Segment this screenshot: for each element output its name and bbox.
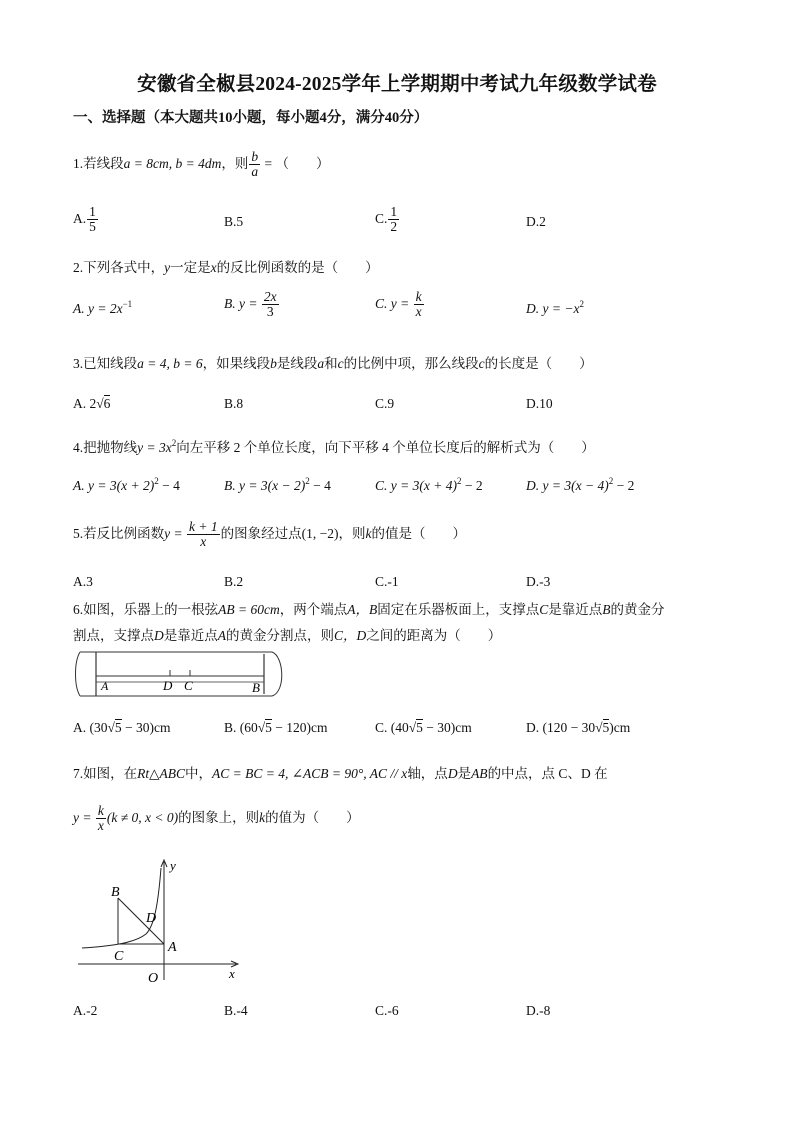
q2-var-x: x xyxy=(210,260,217,275)
q2-option-c[interactable] xyxy=(375,290,425,319)
q6-point-d: D xyxy=(154,628,164,643)
q7-fig-label-a: A xyxy=(168,940,177,955)
q5-var-k: k xyxy=(365,525,372,541)
section-heading: 一、选择题（本大题共10小题，每小题4分，满分40分） xyxy=(73,110,429,126)
q6-option-d[interactable]: D. (120 − 30√5)cm xyxy=(526,720,631,735)
q5-frac-num: k + 1 xyxy=(188,519,218,534)
q3-text: 3.已知线段 xyxy=(73,356,138,371)
q5-option-a[interactable]: A.3 xyxy=(73,574,93,589)
q6-option-c[interactable]: C. (40√5 − 30)cm xyxy=(375,720,472,735)
question-6-line-1 xyxy=(73,598,664,618)
q7-condition: AC = BC = 4, ∠ACB = 90°, AC // x xyxy=(212,766,408,781)
q4-option-a-text: A. y = 3(x + 2) xyxy=(73,478,155,493)
q3-option-c[interactable]: C.9 xyxy=(375,396,395,411)
q4-option-c-tail: − 2 xyxy=(461,478,483,493)
q6-line2-mid2: 的黄金分割点，则 xyxy=(226,628,334,643)
question-2 xyxy=(73,256,379,276)
q7-option-b[interactable]: B.-4 xyxy=(224,1003,248,1018)
q1-text-mid: ，则 xyxy=(221,155,249,171)
q2-option-b[interactable] xyxy=(224,290,280,319)
q6-line2-post: 之间的距离为（ ） xyxy=(366,628,502,643)
q4-option-d-text: D. y = 3(x − 4) xyxy=(526,478,609,493)
q7-segment-ab: AB xyxy=(471,766,488,781)
q1-text-post: = （ ） xyxy=(261,155,330,171)
q7-coordinate-figure xyxy=(76,856,252,988)
q2-option-d[interactable] xyxy=(526,301,584,317)
q6-option-c-pre: C. (40 xyxy=(375,720,409,735)
q7-frac-den: x xyxy=(97,818,104,834)
question-1 xyxy=(73,150,329,179)
q7-fig-label-b: B xyxy=(111,885,120,900)
q2-option-b-fraction xyxy=(262,290,279,319)
q4-option-d[interactable] xyxy=(526,478,634,494)
q1-option-d[interactable]: D.2 xyxy=(526,214,546,229)
q7-fig-label-o: O xyxy=(148,971,159,986)
q1-option-b[interactable]: B.5 xyxy=(224,214,244,229)
q2-option-b-den: 3 xyxy=(266,304,274,320)
q1-option-c-fraction xyxy=(388,205,399,234)
q2-option-c-den: x xyxy=(415,304,422,320)
q3-option-a[interactable]: A. 2√6 xyxy=(73,396,111,411)
q5-option-c[interactable]: C.-1 xyxy=(375,574,399,589)
q3-text-and: 和 xyxy=(324,356,338,371)
q6-option-a-radicand: 5 xyxy=(114,720,122,735)
q6-option-a-pre: A. (30 xyxy=(73,720,108,735)
question-4 xyxy=(73,436,595,456)
q6-fig-label-c: C xyxy=(184,678,193,693)
q6-line2-text: 割点，支撑点 xyxy=(73,628,154,643)
q1-frac-den: a xyxy=(251,164,259,180)
q5-frac-den: x xyxy=(200,534,207,550)
q3-var-c: c xyxy=(337,356,344,371)
q6-fig-label-d: D xyxy=(163,678,173,693)
q7-text-post: 的中点，点 C、D 在 xyxy=(487,766,608,781)
q5-option-d[interactable]: D.-3 xyxy=(526,574,551,589)
q1-option-c-label: C. xyxy=(375,210,388,226)
q7-text: 7.如图，在 xyxy=(73,766,138,781)
q4-option-d-tail: − 2 xyxy=(613,478,635,493)
q4-option-a[interactable] xyxy=(73,478,180,494)
q2-text-post: 的反比例函数的是（ ） xyxy=(216,260,379,275)
q4-option-b-sup: 2 xyxy=(305,476,310,486)
q2-option-b-num: 2x xyxy=(263,289,277,304)
q6-point-b: B xyxy=(602,602,611,617)
q2-var-y: y xyxy=(164,260,171,275)
q2-option-b-text: B. y = xyxy=(224,295,261,311)
q6-text-post: 的黄金分 xyxy=(610,602,665,617)
q7-text-mid2: 轴，点 xyxy=(407,766,448,781)
q1-option-a-num: 1 xyxy=(89,204,96,219)
q2-option-d-text: D. y = −x xyxy=(526,301,580,316)
q5-text: 5.若反比例函数 xyxy=(73,525,165,541)
q4-option-c-text: C. y = 3(x + 4) xyxy=(375,478,457,493)
q7-fig-label-d: D xyxy=(146,911,157,926)
q3-text-mid: ，如果线段 xyxy=(202,356,271,371)
q7-triangle: Rt△ABC xyxy=(137,766,186,781)
q5-var-y: y = xyxy=(164,525,186,541)
q2-text-mid: 一定是 xyxy=(170,260,211,275)
q6-text-mid2: 固定在乐器板面上，支撑点 xyxy=(377,602,540,617)
q7-var-y: y = xyxy=(73,809,95,825)
q4-text-post: 向左平移 2 个单位长度，向下平移 4 个单位长度后的解析式为（ ） xyxy=(176,440,595,455)
q7-fig-label-x: x xyxy=(229,966,235,981)
q3-condition: a = 4, b = 6 xyxy=(137,356,203,371)
q6-option-b-pre: B. (60 xyxy=(224,720,258,735)
q3-option-b[interactable]: B.8 xyxy=(224,396,244,411)
q6-point-a: A xyxy=(217,628,226,643)
q7-line2-post: 的值为（ ） xyxy=(265,809,360,825)
question-7-line-1 xyxy=(73,762,608,782)
question-5 xyxy=(73,520,466,549)
q7-option-c[interactable]: C.-6 xyxy=(375,1003,399,1018)
q4-option-b[interactable] xyxy=(224,478,331,494)
q6-option-b-post: − 120)cm xyxy=(271,720,328,735)
q3-var-c2: c xyxy=(478,356,485,371)
q6-option-d-radicand: 5 xyxy=(602,720,610,735)
q4-function: y = 3x xyxy=(137,440,172,455)
q3-var-b: b xyxy=(270,356,277,371)
q6-line2-mid: 是靠近点 xyxy=(163,628,218,643)
q1-condition: a = 8cm, b = 4dm xyxy=(123,155,222,171)
q6-condition: AB = 60cm xyxy=(218,602,280,617)
q3-text-mid3: 的比例中项，那么线段 xyxy=(343,356,479,371)
q5-fraction xyxy=(187,520,220,549)
q7-frac-num: k xyxy=(97,803,104,818)
q6-option-c-post: − 30)cm xyxy=(422,720,472,735)
q6-instrument-figure xyxy=(72,648,288,700)
q7-text-mid3: 是 xyxy=(457,766,472,781)
q2-option-a-sup: −1 xyxy=(122,299,133,309)
q6-text-mid: ，两个端点 xyxy=(279,602,348,617)
q4-option-b-text: B. y = 3(x − 2) xyxy=(224,478,306,493)
q5-text-post: 的值是（ ） xyxy=(371,525,466,541)
q1-option-c[interactable] xyxy=(375,205,400,234)
question-7-line-2 xyxy=(73,804,360,833)
q5-point: (1, −2) xyxy=(301,525,339,541)
q4-option-a-sup: 2 xyxy=(154,476,159,486)
q3-option-a-radicand: 6 xyxy=(103,396,111,411)
q2-option-a-text: A. y = 2x xyxy=(73,301,123,316)
q6-points-ab: A，B xyxy=(347,602,378,617)
q1-option-a-fraction xyxy=(87,205,98,234)
q7-line2-mid: 的图象上，则 xyxy=(178,809,260,825)
q6-point-c: C xyxy=(539,602,549,617)
q5-text-mid2: ，则 xyxy=(338,525,366,541)
q7-text-mid: 中， xyxy=(185,766,213,781)
q2-option-d-sup: 2 xyxy=(579,299,584,309)
q7-fig-label-y: y xyxy=(170,858,176,873)
q3-option-a-text: A. 2 xyxy=(73,396,97,411)
q7-option-d[interactable]: D.-8 xyxy=(526,1003,551,1018)
q1-option-c-den: 2 xyxy=(390,219,398,235)
q1-text: 1.若线段 xyxy=(73,155,124,171)
q6-option-d-post: )cm xyxy=(609,720,631,735)
q5-option-b[interactable]: B.2 xyxy=(224,574,244,589)
question-6-line-2 xyxy=(73,624,501,644)
q1-frac-num: b xyxy=(251,149,259,164)
q4-text: 4.把抛物线 xyxy=(73,440,138,455)
q6-fig-label-a: A xyxy=(101,679,109,693)
q3-option-d[interactable]: D.10 xyxy=(526,396,553,411)
q4-option-c-sup: 2 xyxy=(456,476,462,486)
q4-option-b-tail: − 4 xyxy=(309,478,331,493)
q1-fraction xyxy=(249,150,260,179)
q7-domain-condition: (k ≠ 0, x < 0) xyxy=(106,809,179,825)
q6-option-a-post: − 30)cm xyxy=(121,720,171,735)
q4-option-a-tail: − 4 xyxy=(158,478,180,493)
question-3 xyxy=(73,352,593,372)
q1-option-c-num: 1 xyxy=(390,204,398,219)
page-title: 安徽省全椒县2024-2025学年上学期期中考试九年级数学试卷 xyxy=(137,74,657,95)
q4-option-d-sup: 2 xyxy=(608,476,614,486)
q7-var-k: k xyxy=(259,809,266,825)
q2-option-c-text: C. y = xyxy=(375,295,413,311)
q3-text-post: 的长度是（ ） xyxy=(484,356,593,371)
q6-text: 6.如图，乐器上的一根弦 xyxy=(73,602,219,617)
q1-option-a-label: A. xyxy=(73,210,87,226)
q6-option-c-radicand: 5 xyxy=(416,720,423,735)
q7-option-a[interactable]: A.-2 xyxy=(73,1003,98,1018)
q5-text-mid: 的图象经过点 xyxy=(220,525,302,541)
q6-option-d-pre: D. (120 − 30 xyxy=(526,720,596,735)
q6-option-b[interactable]: B. (60√5 − 120)cm xyxy=(224,720,328,735)
q3-text-mid2: 是线段 xyxy=(276,356,318,371)
q1-option-a[interactable] xyxy=(73,205,99,234)
q7-fraction xyxy=(96,804,106,833)
q2-option-c-fraction xyxy=(414,290,424,319)
q2-option-c-num: k xyxy=(415,289,422,304)
q7-point-d: D xyxy=(447,766,458,781)
q2-option-a[interactable] xyxy=(73,301,132,317)
q6-text-mid3: 是靠近点 xyxy=(548,602,603,617)
q6-option-b-radicand: 5 xyxy=(265,720,272,735)
q7-fig-label-c: C xyxy=(114,949,124,964)
q6-points-cd: C，D xyxy=(334,628,367,643)
q2-text: 2.下列各式中， xyxy=(73,260,165,275)
q6-option-a[interactable]: A. (30√5 − 30)cm xyxy=(73,720,171,735)
q6-fig-label-b: B xyxy=(252,680,260,695)
q4-option-c[interactable] xyxy=(375,478,483,494)
q4-function-sup: 2 xyxy=(171,438,177,448)
q3-var-a: a xyxy=(317,356,325,371)
q1-option-a-den: 5 xyxy=(89,219,96,235)
